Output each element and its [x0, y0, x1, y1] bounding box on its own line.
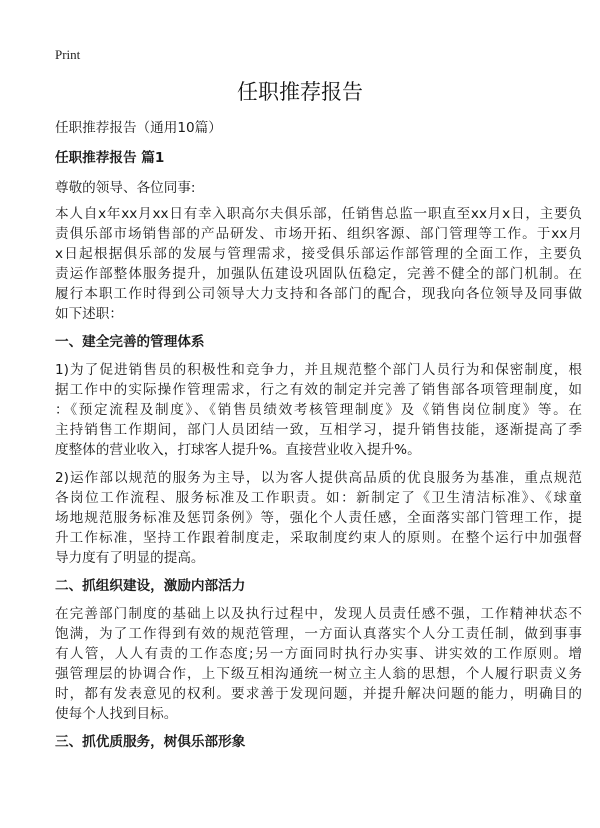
text-line: 如下述职：	[55, 306, 123, 322]
text-line: ：《预定流程及制度》、《销售员绩效考核管理制度》及《销售岗位制度》等。在	[55, 402, 582, 418]
paragraph-3	[55, 468, 582, 568]
text-line: 升工作标准，坚持工作跟着制度走，采取制度约束人的原则。在整个运行中加强督	[55, 530, 582, 546]
text-line: 1)为了促进销售员的积极性和竞争力，并且规范整个部门人员行为和保密制度，根	[55, 362, 582, 378]
heading-2: 二、抓组织建设，激励内部活力	[55, 578, 246, 594]
text-line: 强管理层的协调合作，上下级互相沟通统一树立主人翁的思想，个人履行职责义务	[55, 666, 582, 682]
text-line: 有人管，人人有责的工作态度;另一方面同时执行办实事、讲实效的工作原则。增	[55, 646, 582, 662]
text-line: 各岗位工作流程、服务标准及工作职责。如：新制定了《卫生清洁标准》、《球童	[55, 490, 582, 506]
text-line: 导力度有了明显的提高。	[55, 550, 205, 566]
heading-3: 三、抓优质服务，树俱乐部形象	[55, 734, 246, 750]
document-title: 任职推荐报告	[237, 80, 363, 104]
paragraph-1	[55, 204, 582, 324]
text-line: 场地规范服务标准及惩罚条例》等，强化个人责任感，全面落实部门管理工作，提	[55, 510, 582, 526]
paragraph-4	[55, 604, 582, 724]
heading-1: 一、建全完善的管理体系	[55, 334, 205, 350]
text-line: 据工作中的实际操作管理需求，行之有效的制定并完善了销售部各项管理制度，如	[55, 382, 582, 398]
text-line: 责运作部整体服务提升，加强队伍建设巩固队伍稳定，完善不健全的部门机制。在	[55, 266, 582, 282]
text-line: 本人自x年xx月xx日有幸入职高尔夫俱乐部，任销售总监一职直至xx月x日，主要负	[55, 206, 582, 222]
text-line: 2)运作部以规范的服务为主导，以为客人提供高品质的优良服务为基准，重点规范	[55, 470, 582, 486]
text-line: 使每个人找到目标。	[55, 706, 178, 722]
text-line: 在完善部门制度的基础上以及执行过程中，发现人员责任感不强，工作精神状态不	[55, 606, 582, 622]
text-line: 饱满，为了工作得到有效的规范管理，一方面认真落实个人分工责任制，做到事事	[55, 626, 582, 642]
text-line: x日起根据俱乐部的发展与管理需求，接受俱乐部运作部管理的全面工作，主要负	[55, 246, 582, 262]
greeting: 尊敬的领导、各位同事:	[55, 180, 196, 196]
print-link[interactable]: Print	[55, 47, 81, 62]
text-line: 履行本职工作时得到公司领导大力支持和各部门的配合，现我向各位领导及同事做	[55, 286, 582, 302]
text-line: 主持销售工作期间，部门人员团结一致，互相学习，提升销售技能，逐渐提高了季	[55, 422, 582, 438]
document-subtitle: 任职推荐报告（通用10篇）	[55, 120, 222, 136]
paragraph-2	[55, 360, 582, 460]
text-line: 责俱乐部市场销售部的产品研发、市场开拓、组织客源、部门管理等工作。于xx月	[55, 226, 582, 242]
text-line: 时，都有发表意见的权利。要求善于发现问题，并提升解决问题的能力，明确目的	[55, 686, 582, 702]
section-title: 任职推荐报告 篇1	[55, 150, 165, 166]
text-line: 度整体的营业收入，打球客人提升%。直接营业收入提升%。	[55, 442, 421, 458]
